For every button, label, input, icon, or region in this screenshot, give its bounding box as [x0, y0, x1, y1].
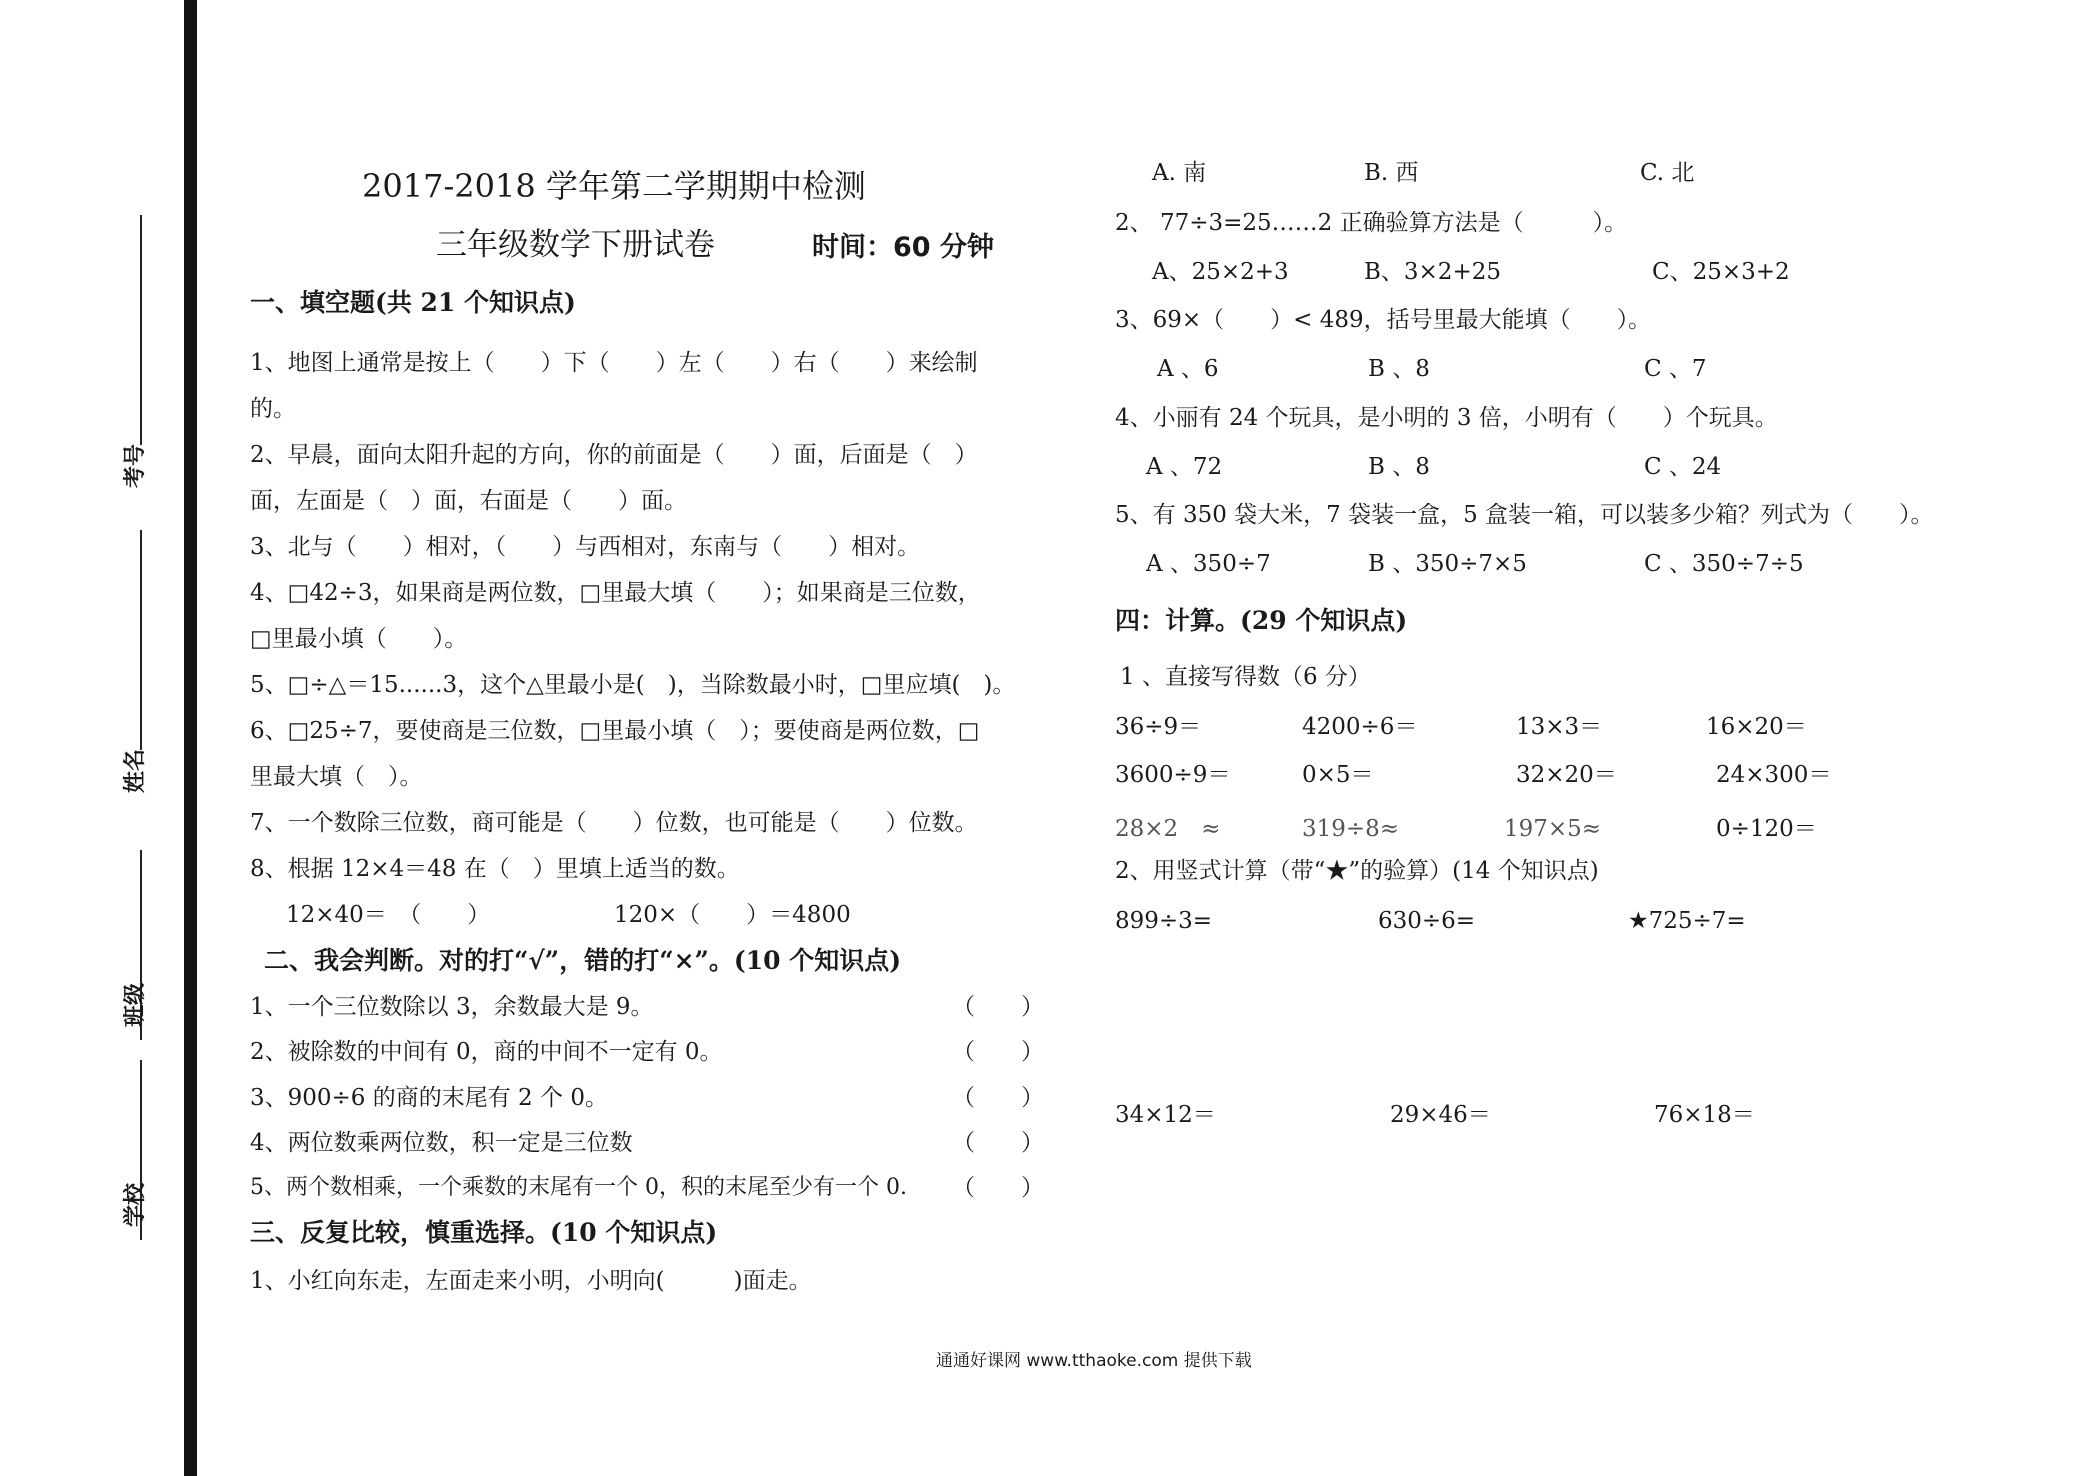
answer-bracket: （ ）	[952, 1085, 1044, 1111]
calc-item: 13×3＝	[1516, 714, 1603, 740]
judge-item: 5、两个数相乘，一个乘数的末尾有一个 0，积的末尾至少有一个 0.	[250, 1175, 907, 1200]
question-line: 面，左面是（ ）面，右面是（ ）面。	[250, 488, 687, 514]
choice-option: C. 北	[1640, 160, 1695, 186]
binding-line	[140, 215, 142, 445]
exam-number-label: 考号	[123, 443, 148, 488]
question-line: 5、□÷△＝15......3，这个△里最小是( )，当除数最小时，□里应填( )。	[250, 672, 1016, 698]
calc-item: 34×12＝	[1115, 1102, 1216, 1128]
choice-question: 3、69×（ ）< 489，括号里最大能填（ ）。	[1115, 307, 1652, 333]
calc-item: 319÷8≈	[1302, 816, 1400, 842]
judge-item: 2、被除数的中间有 0，商的中间不一定有 0。	[250, 1039, 723, 1065]
answer-bracket: （ ）	[952, 1175, 1044, 1201]
question-line: 1、地图上通常是按上（ ）下（ ）左（ ）右（ ）来绘制	[250, 350, 978, 376]
binding-line	[140, 530, 142, 750]
choice-option: C、25×3+2	[1652, 259, 1790, 285]
calc-item: 3600÷9＝	[1115, 762, 1231, 788]
choice-option: C 、350÷7÷5	[1644, 551, 1804, 577]
choice-option: B 、8	[1368, 454, 1430, 480]
question-line: 6、□25÷7，要使商是三位数，□里最小填（ ）；要使商是两位数，□	[250, 718, 980, 744]
calc-item: 32×20＝	[1516, 762, 1617, 788]
calc-item: 0×5＝	[1302, 762, 1374, 788]
choice-question: 1、小红向东走，左面走来小明，小明向( )面走。	[250, 1268, 812, 1294]
school-label: 学校	[123, 1182, 148, 1227]
subsection-label: 1 、直接写得数（6 分）	[1120, 664, 1371, 690]
answer-bracket: （ ）	[952, 994, 1044, 1020]
choice-option: A 、350÷7	[1146, 551, 1271, 577]
calc-item: 16×20＝	[1706, 714, 1807, 740]
question-line: 里最大填（ ）。	[250, 764, 423, 790]
student-name-label: 姓名	[123, 748, 148, 793]
choice-option: A、25×2+3	[1152, 259, 1289, 285]
calc-item: 197×5≈	[1504, 816, 1602, 842]
choice-option: C 、7	[1644, 356, 1707, 382]
question-line: □里最小填（ ）。	[250, 626, 468, 652]
binding-bar	[184, 0, 197, 1476]
page-subtitle: 三年级数学下册试卷	[436, 227, 715, 263]
calc-item: 899÷3=	[1115, 908, 1213, 934]
calc-item: 28×2 ≈	[1115, 816, 1221, 842]
page-title: 2017-2018 学年第二学期期中检测	[362, 167, 866, 205]
calc-item: 24×300＝	[1716, 762, 1832, 788]
fill-equation: 120×（ ）＝4800	[614, 902, 851, 928]
question-line: 2、早晨，面向太阳升起的方向，你的前面是（ ）面，后面是（ ）	[250, 442, 978, 468]
class-label: 班级	[123, 982, 148, 1027]
question-line: 的。	[250, 396, 296, 422]
calc-item: 36÷9＝	[1115, 714, 1202, 740]
calc-item: 630÷6=	[1378, 908, 1476, 934]
calc-item: 0÷120＝	[1716, 816, 1817, 842]
choice-option: A. 南	[1152, 160, 1207, 186]
choice-option: B 、350÷7×5	[1368, 551, 1527, 577]
section-4-heading: 四：计算。(29 个知识点)	[1115, 606, 1408, 635]
question-line: 8、根据 12×4＝48 在（ ）里填上适当的数。	[250, 856, 740, 882]
exam-time: 时间：60 分钟	[812, 232, 994, 263]
choice-option: B、3×2+25	[1364, 259, 1501, 285]
answer-bracket: （ ）	[952, 1130, 1044, 1156]
footer-note: 通通好课网 www.tthaoke.com 提供下载	[936, 1351, 1252, 1371]
subsection-label: 2、用竖式计算（带“★”的验算）(14 个知识点)	[1115, 858, 1599, 884]
choice-question: 2、 77÷3=25……2 正确验算方法是（ ）。	[1115, 210, 1628, 236]
fill-equation: 12×40＝ （ ）	[286, 902, 491, 928]
question-line: 4、□42÷3，如果商是两位数，□里最大填（ ）；如果商是三位数，	[250, 580, 981, 606]
question-line: 7、一个数除三位数，商可能是（ ）位数，也可能是（ ）位数。	[250, 810, 978, 836]
choice-question: 5、有 350 袋大米，7 袋装一盒，5 盒装一箱，可以装多少箱？列式为（ ）。	[1115, 502, 1934, 528]
calc-item: 29×46＝	[1390, 1102, 1491, 1128]
choice-option: A 、72	[1146, 454, 1223, 480]
choice-option: C 、24	[1644, 454, 1722, 480]
question-line: 3、北与（ ）相对，（ ）与西相对，东南与（ ）相对。	[250, 534, 921, 560]
choice-option: A 、6	[1157, 356, 1219, 382]
judge-item: 1、一个三位数除以 3，余数最大是 9。	[250, 994, 654, 1020]
section-1-heading: 一、填空题(共 21 个知识点)	[250, 288, 576, 317]
judge-item: 3、900÷6 的商的末尾有 2 个 0。	[250, 1085, 608, 1111]
answer-bracket: （ ）	[952, 1039, 1044, 1065]
calc-item: ★725÷7=	[1628, 908, 1746, 934]
calc-item: 4200÷6＝	[1302, 714, 1418, 740]
choice-option: B 、8	[1368, 356, 1430, 382]
judge-item: 4、两位数乘两位数，积一定是三位数	[250, 1130, 633, 1156]
choice-question: 4、小丽有 24 个玩具，是小明的 3 倍，小明有（ ）个玩具。	[1115, 405, 1778, 431]
choice-option: B. 西	[1364, 160, 1419, 186]
section-2-heading: 二、我会判断。对的打“√”，错的打“×”。(10 个知识点)	[264, 946, 902, 975]
calc-item: 76×18＝	[1654, 1102, 1755, 1128]
section-3-heading: 三、反复比较，慎重选择。(10 个知识点)	[250, 1218, 718, 1247]
